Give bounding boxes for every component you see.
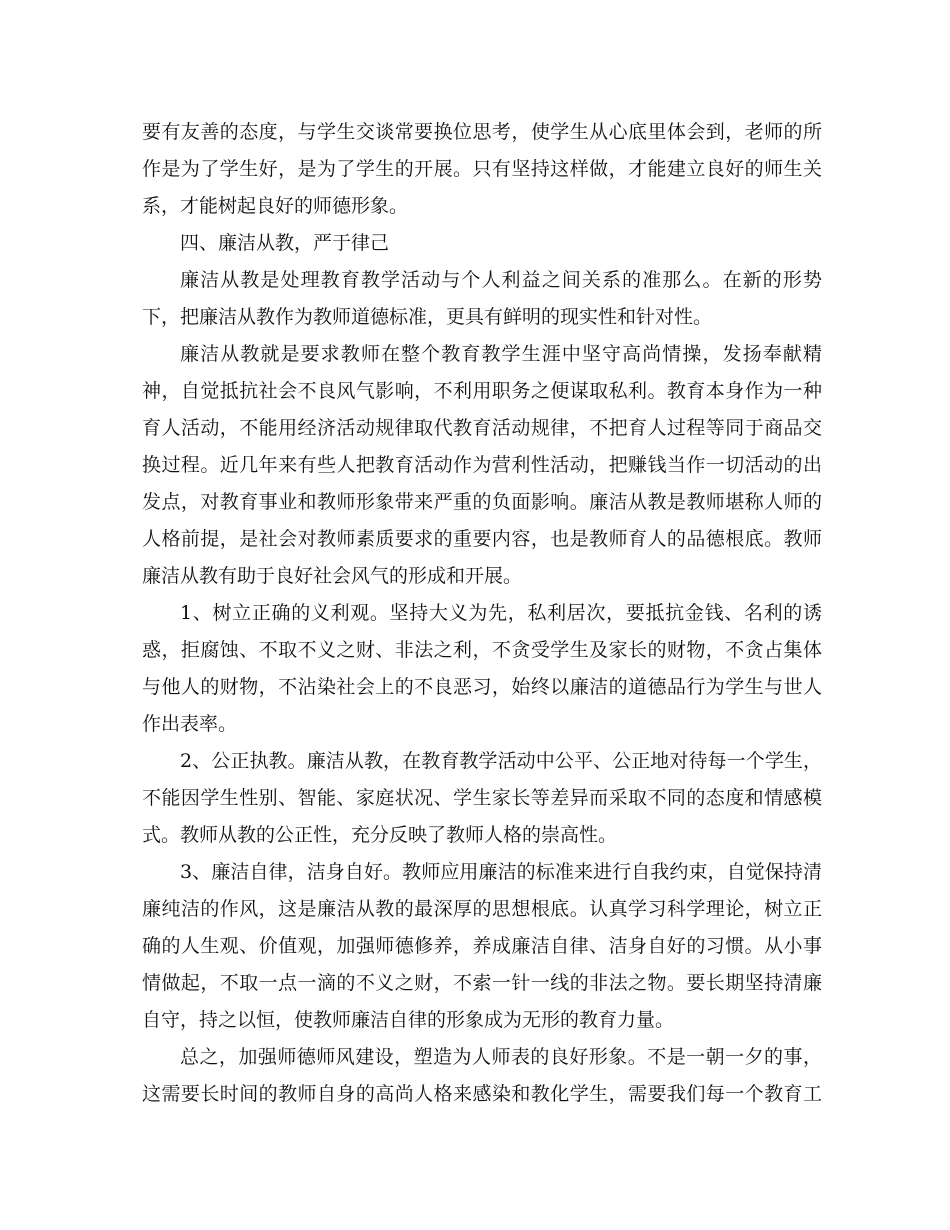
paragraph-line: 下，把廉洁从教作为教师道德标准，更具有鲜明的现实性和针对性。	[142, 306, 713, 328]
paragraph-line: 廉洁从教是处理教育教学活动与个人利益之间关系的准那么。在新的形势	[180, 269, 822, 291]
paragraph-line: 系，才能树起良好的师德形象。	[142, 195, 409, 217]
paragraph-line: 这需要长时间的教师自身的高尚人格来感染和教化学生，需要我们每一个教育工	[142, 1083, 822, 1105]
paragraph-line: 2、公正执教。廉洁从教，在教育教学活动中公平、公正地对待每一个学生，	[180, 750, 822, 772]
paragraph-line: 发点，对教育事业和教师形象带来严重的负面影响。廉洁从教是教师堪称人师的	[142, 491, 822, 513]
paragraph-line: 作是为了学生好，是为了学生的开展。只有坚持这样做，才能建立良好的师生关	[142, 158, 822, 180]
paragraph-line: 自守，持之以恒，使教师廉洁自律的形象成为无形的教育力量。	[142, 1009, 675, 1031]
paragraph-line: 总之，加强师德师风建设，塑造为人师表的良好形象。不是一朝一夕的事，	[180, 1046, 822, 1068]
paragraph-line: 1、树立正确的义利观。坚持大义为先，私利居次，要抵抗金钱、名利的诱	[180, 602, 822, 624]
paragraph-line: 廉纯洁的作风，这是廉洁从教的最深厚的思想根底。认真学习科学理论，树立正	[142, 898, 822, 920]
paragraph-line: 3、廉洁自律，洁身自好。教师应用廉洁的标准来进行自我约束，自觉保持清	[180, 861, 822, 883]
paragraph-line: 与他人的财物，不沾染社会上的不良恶习，始终以廉洁的道德品行为学生与世人	[142, 676, 822, 698]
paragraph-line: 要有友善的态度，与学生交谈常要换位思考，使学生从心底里体会到，老师的所	[142, 121, 822, 143]
paragraph-line: 作出表率。	[142, 713, 238, 735]
paragraph-line: 换过程。近几年来有些人把教育活动作为营利性活动，把赚钱当作一切活动的出	[142, 454, 822, 476]
paragraph-line: 不能因学生性别、智能、家庭状况、学生家长等差异而采取不同的态度和情感模	[142, 787, 822, 809]
paragraph-line: 式。教师从教的公正性，充分反映了教师人格的崇高性。	[142, 824, 618, 846]
paragraph-line: 确的人生观、价值观，加强师德修养，养成廉洁自律、洁身自好的习惯。从小事	[142, 935, 822, 957]
paragraph-line: 廉洁从教有助于良好社会风气的形成和开展。	[142, 565, 523, 587]
section-heading: 四、廉洁从教，严于律己	[180, 232, 390, 254]
paragraph-line: 情做起，不取一点一滴的不义之财，不索一针一线的非法之物。要长期坚持清廉	[142, 972, 822, 994]
paragraph-line: 人格前提，是社会对教师素质要求的重要内容，也是教师育人的品德根底。教师	[142, 528, 822, 550]
paragraph-line: 神，自觉抵抗社会不良风气影响，不利用职务之便谋取私利。教育本身作为一种	[142, 380, 822, 402]
paragraph-line: 廉洁从教就是要求教师在整个教育教学生涯中坚守高尚情操，发扬奉献精	[180, 343, 822, 365]
paragraph-line: 育人活动，不能用经济活动规律取代教育活动规律，不把育人过程等同于商品交	[142, 417, 822, 439]
paragraph-line: 惑，拒腐蚀、不取不义之财、非法之利，不贪受学生及家长的财物，不贪占集体	[142, 639, 822, 661]
